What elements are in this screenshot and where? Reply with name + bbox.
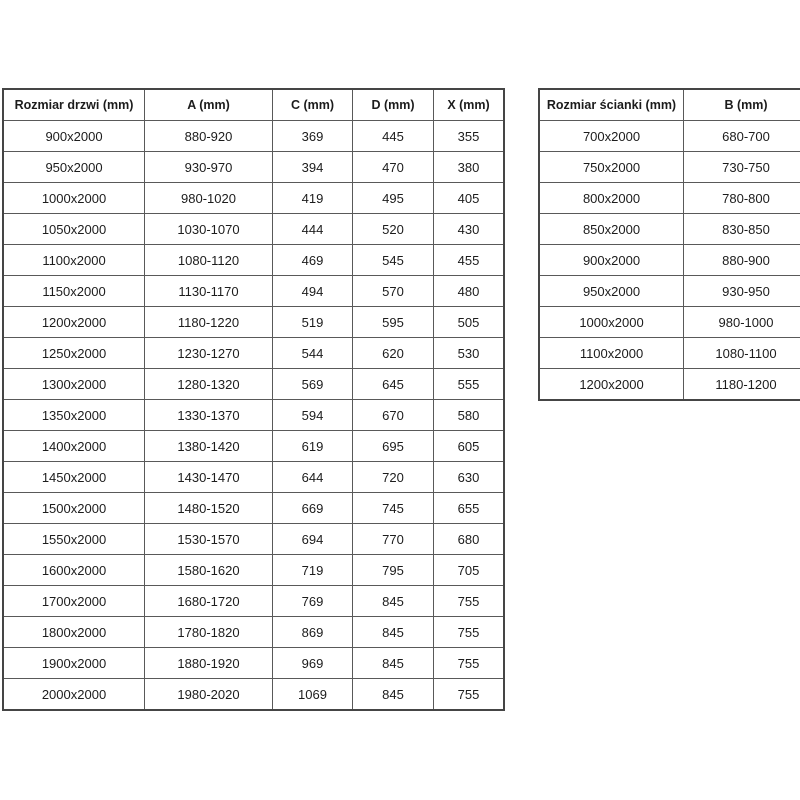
table-cell: 719 — [273, 555, 353, 586]
table-row — [3, 214, 504, 245]
table-cell: 745 — [353, 493, 434, 524]
table-cell: 1180-1200 — [684, 369, 800, 401]
table-cell: 845 — [353, 648, 434, 679]
table-cell: 1150x2000 — [3, 276, 145, 307]
table-cell: 1230-1270 — [145, 338, 273, 369]
table-row — [3, 617, 504, 648]
table-cell: 369 — [273, 121, 353, 152]
table-row — [3, 524, 504, 555]
table-cell: 1550x2000 — [3, 524, 145, 555]
table-cell: 1980-2020 — [145, 679, 273, 711]
table-cell: 580 — [434, 400, 505, 431]
table-cell: 545 — [353, 245, 434, 276]
table-row — [3, 431, 504, 462]
table-cell: 530 — [434, 338, 505, 369]
table-cell: 469 — [273, 245, 353, 276]
table-row — [539, 183, 800, 214]
column-header: Rozmiar drzwi (mm) — [3, 89, 145, 121]
table-cell: 1100x2000 — [3, 245, 145, 276]
door-size-table — [2, 88, 505, 711]
table-cell: 700x2000 — [539, 121, 684, 152]
table-cell: 1200x2000 — [539, 369, 684, 401]
table-row — [3, 648, 504, 679]
table-cell: 1080-1120 — [145, 245, 273, 276]
table-cell: 1000x2000 — [539, 307, 684, 338]
table-cell: 869 — [273, 617, 353, 648]
table-cell: 655 — [434, 493, 505, 524]
column-header: A (mm) — [145, 89, 273, 121]
table-row — [3, 183, 504, 214]
table-row — [539, 276, 800, 307]
table-cell: 830-850 — [684, 214, 800, 245]
table-cell: 470 — [353, 152, 434, 183]
table-cell: 1050x2000 — [3, 214, 145, 245]
table-cell: 1430-1470 — [145, 462, 273, 493]
table-cell: 755 — [434, 617, 505, 648]
column-header: Rozmiar ścianki (mm) — [539, 89, 684, 121]
table-cell: 644 — [273, 462, 353, 493]
column-header: B (mm) — [684, 89, 800, 121]
table-cell: 694 — [273, 524, 353, 555]
table-cell: 730-750 — [684, 152, 800, 183]
table-cell: 1030-1070 — [145, 214, 273, 245]
table-cell: 669 — [273, 493, 353, 524]
header-row — [539, 89, 800, 121]
table-cell: 845 — [353, 679, 434, 711]
table-row — [539, 245, 800, 276]
table-cell: 405 — [434, 183, 505, 214]
table-cell: 620 — [353, 338, 434, 369]
table-cell: 494 — [273, 276, 353, 307]
table-cell: 2000x2000 — [3, 679, 145, 711]
table-cell: 670 — [353, 400, 434, 431]
table-cell: 444 — [273, 214, 353, 245]
table-cell: 505 — [434, 307, 505, 338]
table-cell: 355 — [434, 121, 505, 152]
table-cell: 750x2000 — [539, 152, 684, 183]
table-cell: 755 — [434, 586, 505, 617]
table-row — [3, 555, 504, 586]
table-cell: 555 — [434, 369, 505, 400]
table-cell: 1069 — [273, 679, 353, 711]
table-cell: 595 — [353, 307, 434, 338]
table-row — [539, 152, 800, 183]
table-row — [3, 121, 504, 152]
table-row — [3, 307, 504, 338]
table-cell: 1300x2000 — [3, 369, 145, 400]
table-cell: 1780-1820 — [145, 617, 273, 648]
column-header: C (mm) — [273, 89, 353, 121]
table-cell: 1380-1420 — [145, 431, 273, 462]
table-cell: 880-900 — [684, 245, 800, 276]
table-cell: 605 — [434, 431, 505, 462]
table-row — [3, 276, 504, 307]
table-cell: 930-950 — [684, 276, 800, 307]
table-cell: 519 — [273, 307, 353, 338]
table-cell: 930-970 — [145, 152, 273, 183]
table-cell: 1330-1370 — [145, 400, 273, 431]
table-cell: 695 — [353, 431, 434, 462]
table-cell: 430 — [434, 214, 505, 245]
table-cell: 1200x2000 — [3, 307, 145, 338]
table-cell: 780-800 — [684, 183, 800, 214]
table-row — [3, 338, 504, 369]
table-cell: 1450x2000 — [3, 462, 145, 493]
table-cell: 1800x2000 — [3, 617, 145, 648]
table-row — [3, 679, 504, 711]
table-cell: 950x2000 — [3, 152, 145, 183]
table-cell: 480 — [434, 276, 505, 307]
table-cell: 980-1020 — [145, 183, 273, 214]
table-cell: 1350x2000 — [3, 400, 145, 431]
table-row — [539, 369, 800, 401]
table-cell: 980-1000 — [684, 307, 800, 338]
table-cell: 520 — [353, 214, 434, 245]
table-cell: 1880-1920 — [145, 648, 273, 679]
table-cell: 1600x2000 — [3, 555, 145, 586]
table-cell: 1180-1220 — [145, 307, 273, 338]
column-header: X (mm) — [434, 89, 505, 121]
table-cell: 380 — [434, 152, 505, 183]
table-cell: 969 — [273, 648, 353, 679]
table-cell: 445 — [353, 121, 434, 152]
table-cell: 1250x2000 — [3, 338, 145, 369]
table-cell: 1080-1100 — [684, 338, 800, 369]
table-cell: 1680-1720 — [145, 586, 273, 617]
table-row — [539, 307, 800, 338]
table-cell: 900x2000 — [3, 121, 145, 152]
table-cell: 950x2000 — [539, 276, 684, 307]
table-cell: 1700x2000 — [3, 586, 145, 617]
table-cell: 1400x2000 — [3, 431, 145, 462]
table-cell: 1100x2000 — [539, 338, 684, 369]
table-cell: 769 — [273, 586, 353, 617]
table-cell: 705 — [434, 555, 505, 586]
table-cell: 594 — [273, 400, 353, 431]
table-cell: 900x2000 — [539, 245, 684, 276]
table-cell: 770 — [353, 524, 434, 555]
table-cell: 1000x2000 — [3, 183, 145, 214]
table-cell: 845 — [353, 617, 434, 648]
table-row — [539, 214, 800, 245]
table-cell: 1280-1320 — [145, 369, 273, 400]
table-cell: 1900x2000 — [3, 648, 145, 679]
table-row — [3, 400, 504, 431]
table-cell: 544 — [273, 338, 353, 369]
table-cell: 394 — [273, 152, 353, 183]
table-cell: 1530-1570 — [145, 524, 273, 555]
table-cell: 720 — [353, 462, 434, 493]
table-cell: 850x2000 — [539, 214, 684, 245]
table-cell: 680 — [434, 524, 505, 555]
table-row — [539, 121, 800, 152]
column-header: D (mm) — [353, 89, 434, 121]
table-cell: 795 — [353, 555, 434, 586]
table-row — [3, 493, 504, 524]
table-row — [3, 245, 504, 276]
table-row — [3, 152, 504, 183]
table-cell: 845 — [353, 586, 434, 617]
table-cell: 630 — [434, 462, 505, 493]
table-cell: 645 — [353, 369, 434, 400]
table-cell: 455 — [434, 245, 505, 276]
table-cell: 755 — [434, 648, 505, 679]
table-cell: 1480-1520 — [145, 493, 273, 524]
table-cell: 495 — [353, 183, 434, 214]
table-cell: 800x2000 — [539, 183, 684, 214]
table-cell: 1580-1620 — [145, 555, 273, 586]
table-cell: 419 — [273, 183, 353, 214]
table-cell: 680-700 — [684, 121, 800, 152]
table-cell: 619 — [273, 431, 353, 462]
table-row — [3, 369, 504, 400]
table-cell: 755 — [434, 679, 505, 711]
table-row — [3, 586, 504, 617]
table-cell: 570 — [353, 276, 434, 307]
table-row — [3, 462, 504, 493]
table-cell: 1130-1170 — [145, 276, 273, 307]
table-cell: 1500x2000 — [3, 493, 145, 524]
wall-size-table — [538, 88, 800, 401]
table-cell: 569 — [273, 369, 353, 400]
table-cell: 880-920 — [145, 121, 273, 152]
table-row — [539, 338, 800, 369]
header-row — [3, 89, 504, 121]
